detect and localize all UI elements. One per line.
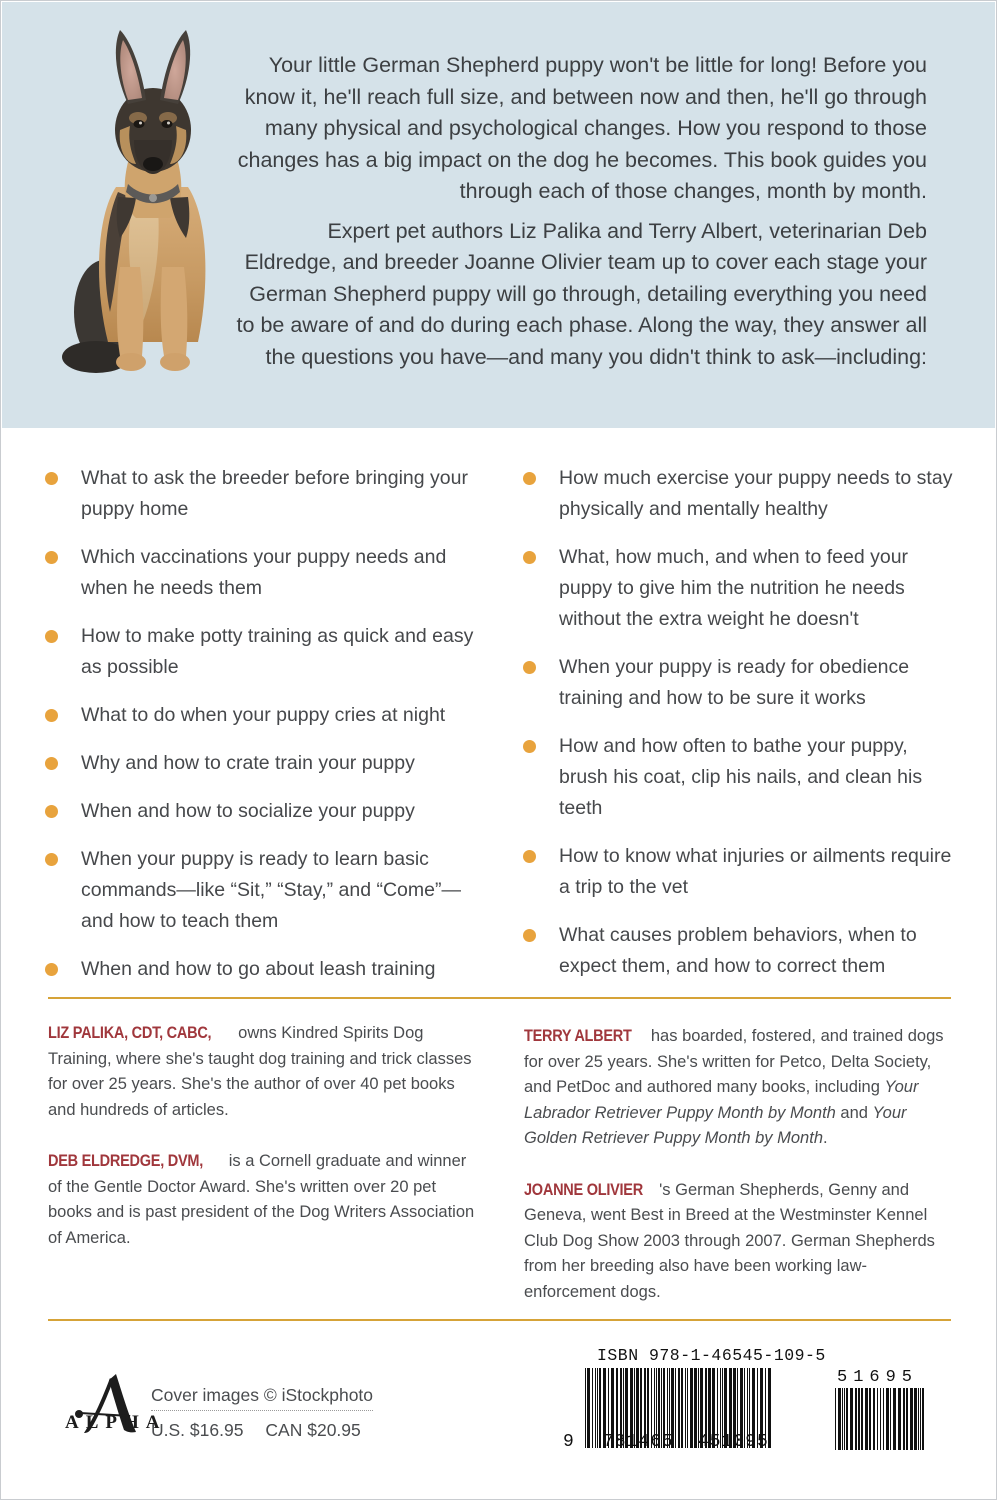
- bullet-dot-icon: [45, 630, 58, 643]
- author-bios: [48, 1021, 953, 1331]
- list-item-text: How to make potty training as quick and easy as possible: [81, 625, 474, 678]
- list-item-text: When your puppy is ready to learn basic commands—like “Sit,” “Stay,” and “Come”—and how to teach them: [81, 848, 461, 932]
- list-item: [523, 920, 953, 982]
- list-item-text: How to know what injuries or ailments require a trip to the vet: [559, 845, 952, 898]
- divider-above-bios: [48, 997, 951, 999]
- list-item: [523, 841, 953, 903]
- barcode-digit-group-1: 781465: [603, 1432, 674, 1452]
- bullet-dot-icon: [523, 850, 536, 863]
- bio-column-left: [48, 1021, 476, 1331]
- bio-text: is a Cornell graduate and winner of the Gentle Doctor Award. She's written over 20 pet books and is past president of the Dog Writers Association of America.: [48, 1152, 475, 1247]
- list-item: [45, 700, 475, 731]
- list-item: [523, 731, 953, 824]
- bio-deb-eldredge: [48, 1149, 476, 1251]
- list-item-text: What to ask the breeder before bringing your puppy home: [81, 467, 468, 520]
- bullet-dot-icon: [45, 472, 58, 485]
- price-can: CAN $20.95: [265, 1420, 361, 1440]
- bio-liz-palika: [48, 1021, 476, 1123]
- bullet-dot-icon: [45, 963, 58, 976]
- bio-column-right: [524, 1021, 952, 1331]
- bullet-dot-icon: [523, 551, 536, 564]
- list-item-text: When and how to socialize your puppy: [81, 800, 415, 822]
- barcode-addon-digits: 51695: [837, 1368, 919, 1387]
- list-item-text: How much exercise your puppy needs to stay physically and mentally healthy: [559, 467, 953, 520]
- price-line: [151, 1417, 451, 1443]
- list-item: [45, 621, 475, 683]
- list-item: [45, 748, 475, 779]
- back-cover-blurb: [235, 50, 927, 373]
- barcode-digit-left: 9: [563, 1432, 575, 1452]
- isbn-number: ISBN 978-1-46545-109-5: [597, 1346, 826, 1365]
- cover-footer: [48, 1346, 953, 1476]
- list-item-text: What to do when your puppy cries at night: [81, 704, 446, 726]
- bio-text: .: [823, 1129, 828, 1147]
- list-item-text: How and how often to bathe your puppy, brush his coat, clip his nails, and clean his teeth: [559, 735, 923, 819]
- book-title: Your Labrador Retriever Puppy Month by Month: [524, 1078, 919, 1122]
- german-shepherd-puppy-photo: [58, 12, 248, 412]
- list-item-text: When and how to go about leash training: [81, 958, 436, 980]
- alpha-publisher-wordmark: ALPHA: [65, 1412, 167, 1433]
- list-item-text: What causes problem behaviors, when to expect them, and how to correct them: [559, 924, 917, 977]
- bullet-dot-icon: [45, 757, 58, 770]
- top-blue-panel: [2, 2, 995, 428]
- cover-image-credit: Cover images © iStockphoto: [151, 1382, 373, 1411]
- author-name: TERRY ALBERT: [524, 1027, 632, 1045]
- blurb-paragraph-1: Your little German Shepherd puppy won't be little for long! Before you know it, he'll reach full size, and between now and then, he'll go through many physical and psychological changes. How you respond to those changes has a big impact on the dog he becomes. This book guides you through each of those changes, month by month.: [237, 53, 927, 203]
- bullet-dot-icon: [45, 805, 58, 818]
- bio-text: has boarded, fostered, and trained dogs for over 25 years. She's written for Petco, Delta Society, and PetDoc and authored many books, including: [524, 1027, 944, 1096]
- bio-text: owns Kindred Spirits Dog Training, where she's taught dog training and trick classes for over 25 years. She's the author of over 40 pet books and hundreds of articles.: [48, 1024, 472, 1119]
- divider-above-footer: [48, 1319, 951, 1321]
- list-item: [523, 542, 953, 635]
- feature-bullet-lists: [45, 463, 953, 1002]
- bullet-column-right: [523, 463, 953, 1002]
- bullet-dot-icon: [523, 929, 536, 942]
- list-item: [45, 463, 475, 525]
- bullet-column-left: [45, 463, 475, 1002]
- price-addon-barcode: [835, 1388, 935, 1450]
- bullet-dot-icon: [523, 472, 536, 485]
- blurb-paragraph-2: Expert pet authors Liz Palika and Terry Albert, veterinarian Deb Eldredge, and breeder Joanne Olivier team up to cover each stage your German Shepherd puppy will go through, detailing everything you need to be aware of and do during each phase. Along the way, they answer all the questions you have—and many you didn't think to ask—including:: [236, 218, 927, 369]
- bullet-dot-icon: [523, 740, 536, 753]
- bio-text: and: [835, 1103, 873, 1122]
- list-item-text: When your puppy is ready for obedience training and how to be sure it works: [559, 656, 910, 709]
- list-item-text: Why and how to crate train your puppy: [81, 752, 415, 774]
- list-item: [45, 844, 475, 937]
- list-item-text: Which vaccinations your puppy needs and when he needs them: [81, 546, 447, 599]
- bio-terry-albert: [524, 1024, 952, 1152]
- author-name: JOANNE OLIVIER: [524, 1180, 643, 1199]
- credits-block: [151, 1382, 451, 1443]
- list-item: [523, 463, 953, 525]
- author-name: DEB ELDREDGE, DVM,: [48, 1152, 203, 1170]
- bio-joanne-olivier: [524, 1178, 952, 1306]
- list-item: [523, 652, 953, 714]
- bio-text: 's German Shepherds, Genny and Geneva, went Best in Breed at the Westminster Kennel Club Dog Show 2003 through 2007. German Shepherds from her breeding also have been working law-enforcement dogs.: [524, 1180, 935, 1301]
- author-name: LIZ PALIKA, CDT, CABC,: [48, 1024, 212, 1042]
- list-item-text: What, how much, and when to feed your puppy to give him the nutrition he needs without the extra weight he doesn't: [559, 546, 909, 630]
- book-title: Your Golden Retriever Puppy Month by Month: [524, 1103, 907, 1147]
- barcode-bars: [835, 1388, 935, 1450]
- list-item: [45, 954, 475, 985]
- bullet-dot-icon: [45, 709, 58, 722]
- bullet-dot-icon: [523, 661, 536, 674]
- barcode-digit-group-2: 451095: [698, 1432, 769, 1452]
- list-item: [45, 796, 475, 827]
- list-item: [45, 542, 475, 604]
- barcode-area: [563, 1346, 953, 1481]
- bullet-dot-icon: [45, 551, 58, 564]
- price-us: U.S. $16.95: [151, 1420, 244, 1440]
- bullet-dot-icon: [45, 853, 58, 866]
